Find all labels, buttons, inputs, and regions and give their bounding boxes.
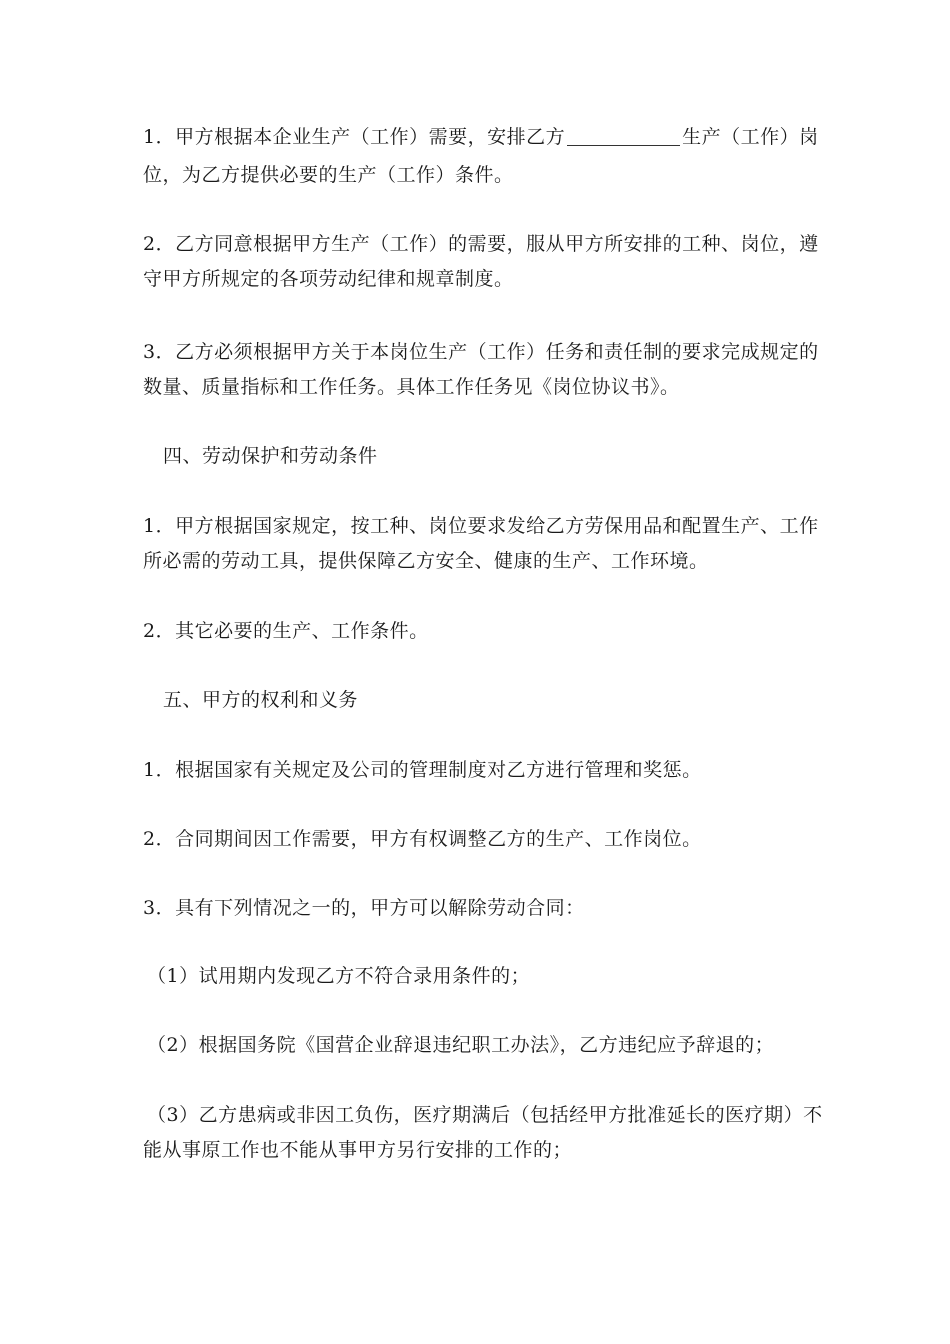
- clause-3-item-3-line-1: 3．乙方必须根据甲方关于本岗位生产（工作）任务和责任制的要求完成规定的: [143, 341, 819, 363]
- section-4-item-1-line-2: 所必需的劳动工具，提供保障乙方安全、健康的生产、工作环境。: [143, 550, 709, 572]
- clause-3-item-1-line-1: [143, 125, 819, 149]
- fill-in-blank-post: [567, 125, 680, 146]
- section-5-heading: 五、甲方的权利和义务: [163, 689, 359, 711]
- section-4-item-1-line-1: 1．甲方根据国家规定，按工种、岗位要求发给乙方劳保用品和配置生产、工作: [143, 515, 819, 537]
- section-5-item-2: 2．合同期间因工作需要，甲方有权调整乙方的生产、工作岗位。: [143, 828, 702, 850]
- section-5-item-1: 1．根据国家有关规定及公司的管理制度对乙方进行管理和奖惩。: [143, 759, 702, 781]
- section-4-item-2: 2．其它必要的生产、工作条件。: [143, 620, 429, 642]
- section-5-item-3: 3．具有下列情况之一的，甲方可以解除劳动合同：: [143, 897, 585, 919]
- section-5-sub-3-line-2: 能从事原工作也不能从事甲方另行安排的工作的；: [143, 1139, 573, 1161]
- clause-text: 1．甲方根据本企业生产（工作）需要，安排乙方: [143, 126, 566, 148]
- clause-3-item-1-line-2: 位，为乙方提供必要的生产（工作）条件。: [143, 164, 514, 186]
- section-5-sub-2: （2）根据国务院《国营企业辞退违纪职工办法》，乙方违纪应予辞退的；: [147, 1034, 775, 1056]
- section-4-heading: 四、劳动保护和劳动条件: [163, 445, 378, 467]
- section-5-sub-1: （1）试用期内发现乙方不符合录用条件的；: [147, 965, 531, 987]
- clause-3-item-3-line-2: 数量、质量指标和工作任务。具体工作任务见《岗位协议书》。: [143, 376, 680, 398]
- clause-text: 生产（工作）岗: [682, 126, 819, 148]
- clause-3-item-2-line-2: 守甲方所规定的各项劳动纪律和规章制度。: [143, 268, 514, 290]
- clause-3-item-2-line-1: 2．乙方同意根据甲方生产（工作）的需要，服从甲方所安排的工种、岗位，遵: [143, 233, 819, 255]
- section-5-sub-3-line-1: （3）乙方患病或非因工负伤，医疗期满后（包括经甲方批准延长的医疗期）不: [147, 1104, 823, 1126]
